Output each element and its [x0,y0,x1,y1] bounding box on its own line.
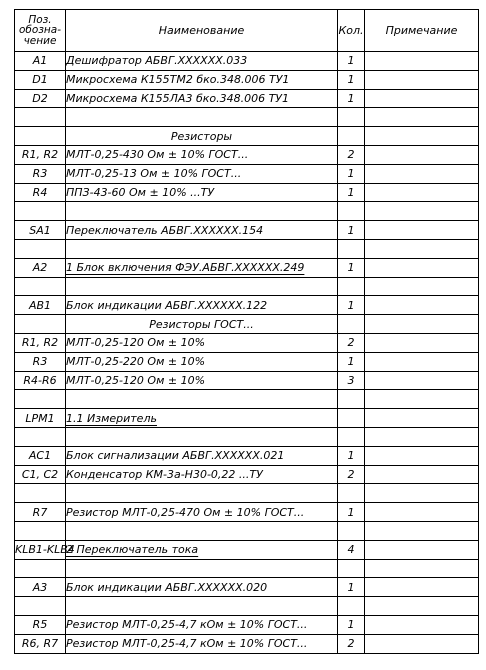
quantity-cell [338,521,365,540]
name-cell: Резистор МЛТ-0,25-4,7 кОм ± 10% ГОСТ... [66,634,338,653]
note-cell [365,145,479,164]
underlined-heading: 1.1 Измеритель [66,411,157,425]
position-cell: KLB1-KLB4 [15,540,66,559]
table-row [15,427,479,446]
name-cell [66,427,338,446]
note-cell [365,164,479,183]
position-cell: AB1 [15,296,66,315]
name-cell [66,239,338,258]
quantity-cell: 1 [338,446,365,465]
note-cell [365,277,479,296]
header-name: Наименование [66,10,338,52]
note-cell [365,258,479,277]
note-cell [365,296,479,315]
position-cell: R1, R2 [15,145,66,164]
header-quantity: Кол. [338,10,365,52]
quantity-cell: 1 [338,164,365,183]
table-row [15,89,479,108]
note-cell [365,108,479,127]
note-cell [365,578,479,597]
quantity-cell: 1 [338,578,365,597]
name-cell: Блок индикации АБВГ.XXXXXX.122 [66,296,338,315]
table-row [15,277,479,296]
quantity-cell [338,315,365,334]
note-cell [365,521,479,540]
position-cell: A3 [15,578,66,597]
table-row [15,484,479,503]
position-cell: R6, R7 [15,634,66,653]
table-row [15,52,479,71]
name-cell [66,258,338,277]
note-cell [365,503,479,522]
position-cell: R4 [15,183,66,202]
table-body [15,52,479,654]
table-row [15,540,479,559]
quantity-cell [338,484,365,503]
position-cell [15,277,66,296]
name-cell: МЛТ-0,25-430 Ом ± 10% ГОСТ... [66,145,338,164]
note-cell [365,127,479,146]
underlined-heading: 1 Блок включения ФЭУ.АБВГ.XXXXXX.249 [66,261,305,275]
table-row [15,127,479,146]
note-cell [365,446,479,465]
name-cell: Блок сигнализации АБВГ.XXXXXX.021 [66,446,338,465]
quantity-cell [338,390,365,409]
note-cell [365,559,479,578]
table-row [15,559,479,578]
underlined-heading: 2 Переключатель тока [66,543,199,557]
name-cell [66,559,338,578]
table-row [15,634,479,653]
specification-sheet [14,9,478,663]
quantity-cell: 3 [338,371,365,390]
name-cell: Резистор МЛТ-0,25-470 Ом ± 10% ГОСТ... [66,503,338,522]
name-cell [66,277,338,296]
name-cell: Микросхема К155ТМ2 бко.348.006 ТУ1 [66,70,338,89]
note-cell [365,597,479,616]
position-cell [15,202,66,221]
note-cell [365,52,479,71]
note-cell [365,333,479,352]
name-cell: МЛТ-0,25-13 Ом ± 10% ГОСТ... [66,164,338,183]
position-cell: R4-R6 [15,371,66,390]
table-row [15,108,479,127]
position-cell [15,315,66,334]
table-row [15,315,479,334]
name-cell: Переключатель АБВГ.XXXXXX.154 [66,221,338,240]
name-cell: Резисторы [66,127,338,146]
quantity-cell: 1 [338,352,365,371]
name-cell: МЛТ-0,25-120 Ом ± 10% [66,371,338,390]
table-row [15,446,479,465]
note-cell [365,634,479,653]
position-cell [15,559,66,578]
note-cell [365,239,479,258]
header-position: Поз. обозна-чение [15,10,66,52]
position-cell: R3 [15,352,66,371]
name-cell: МЛТ-0,25-220 Ом ± 10% [66,352,338,371]
table-row [15,597,479,616]
name-cell [66,521,338,540]
table-row [15,145,479,164]
note-cell [365,202,479,221]
note-cell [365,70,479,89]
name-cell: Резисторы ГОСТ... [66,315,338,334]
table-row [15,503,479,522]
name-cell: ППЗ-43-60 Ом ± 10% ...ТУ [66,183,338,202]
quantity-cell: 1 [338,258,365,277]
name-cell [66,484,338,503]
name-cell [66,108,338,127]
note-cell [365,371,479,390]
quantity-cell: 4 [338,540,365,559]
note-cell [365,221,479,240]
note-cell [365,427,479,446]
table-row [15,221,479,240]
name-cell: Дешифратор АБВГ.XXXXXX.033 [66,52,338,71]
table-row [15,409,479,428]
note-cell [365,89,479,108]
name-cell [66,390,338,409]
header-row [15,10,479,52]
name-cell [66,540,338,559]
position-cell: A2 [15,258,66,277]
table-row [15,390,479,409]
table-row [15,239,479,258]
quantity-cell: 2 [338,465,365,484]
quantity-cell [338,559,365,578]
table-row [15,202,479,221]
note-cell [365,183,479,202]
note-cell [365,352,479,371]
quantity-cell: 1 [338,221,365,240]
name-cell [66,202,338,221]
position-cell: AC1 [15,446,66,465]
position-cell [15,521,66,540]
table-header [15,10,479,52]
quantity-cell [338,277,365,296]
name-cell [66,409,338,428]
position-cell: LPM1 [15,409,66,428]
position-cell [15,239,66,258]
position-cell: R1, R2 [15,333,66,352]
name-cell: Блок индикации АБВГ.XXXXXX.020 [66,578,338,597]
table-row [15,258,479,277]
position-cell [15,484,66,503]
name-cell: Конденсатор КМ-3а-Н30-0,22 ...ТУ [66,465,338,484]
position-cell: R5 [15,615,66,634]
position-cell: A1 [15,52,66,71]
table-row [15,164,479,183]
header-note: Примечание [365,10,479,52]
position-cell [15,597,66,616]
quantity-cell: 2 [338,634,365,653]
name-cell: МЛТ-0,25-120 Ом ± 10% [66,333,338,352]
name-cell [66,597,338,616]
note-cell [365,315,479,334]
quantity-cell [338,427,365,446]
position-cell: R7 [15,503,66,522]
table-row [15,333,479,352]
position-cell: D1 [15,70,66,89]
quantity-cell [338,202,365,221]
table-row [15,615,479,634]
table-row [15,578,479,597]
position-cell: C1, C2 [15,465,66,484]
table-row [15,352,479,371]
table-row [15,371,479,390]
quantity-cell: 1 [338,89,365,108]
table-row [15,183,479,202]
position-cell [15,108,66,127]
quantity-cell: 1 [338,52,365,71]
position-cell [15,390,66,409]
position-cell: D2 [15,89,66,108]
quantity-cell: 2 [338,333,365,352]
note-cell [365,484,479,503]
note-cell [365,409,479,428]
note-cell [365,465,479,484]
note-cell [365,615,479,634]
note-cell [365,540,479,559]
note-cell [365,390,479,409]
name-cell: Резистор МЛТ-0,25-4,7 кОм ± 10% ГОСТ... [66,615,338,634]
quantity-cell: 2 [338,145,365,164]
table-row [15,70,479,89]
name-cell: Микросхема К155ЛА3 бко.348.006 ТУ1 [66,89,338,108]
position-cell [15,427,66,446]
quantity-cell: 1 [338,503,365,522]
quantity-cell: 1 [338,296,365,315]
quantity-cell [338,239,365,258]
table-row [15,296,479,315]
quantity-cell: 1 [338,615,365,634]
quantity-cell [338,127,365,146]
quantity-cell [338,409,365,428]
quantity-cell [338,597,365,616]
quantity-cell: 1 [338,183,365,202]
position-cell: R3 [15,164,66,183]
table-row [15,521,479,540]
quantity-cell [338,108,365,127]
position-cell: SA1 [15,221,66,240]
table-row [15,465,479,484]
position-cell [15,127,66,146]
quantity-cell: 1 [338,70,365,89]
specification-table [14,9,479,654]
